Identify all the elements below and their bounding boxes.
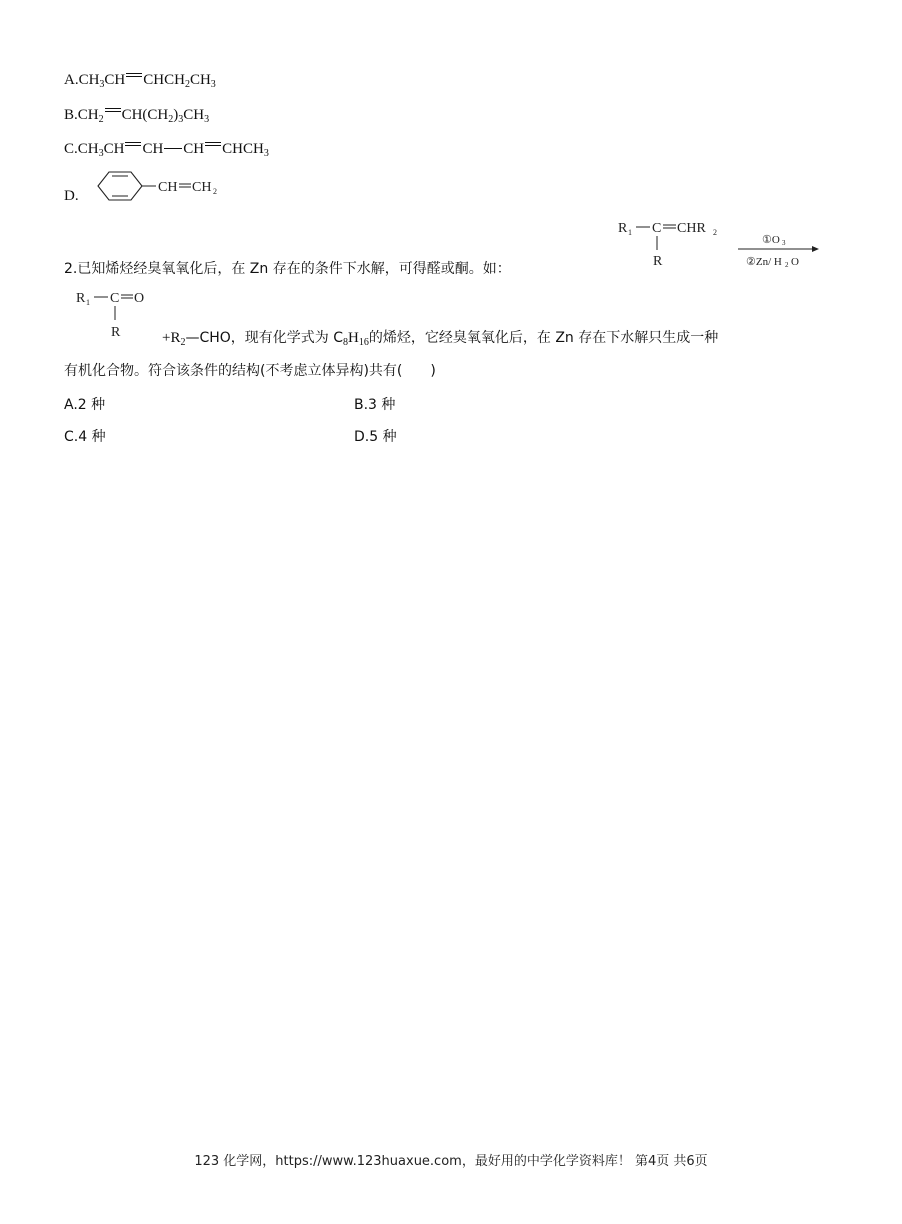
page-footer: 123 化学网，https://www.123huaxue.com，最好用的中学化学资料库！ 第4页 共6页 <box>194 1154 708 1169</box>
option-2b: B.3 种 <box>354 397 396 413</box>
chain-ch2: CH <box>192 180 212 195</box>
r-label: R <box>653 254 663 269</box>
ketone-structure <box>70 284 170 344</box>
chain-ch: CH <box>158 180 178 195</box>
styrene-structure <box>88 168 248 204</box>
question-2-line2: 有机化合物。符合该条件的结构(不考虑立体异构)共有( ) <box>64 363 436 379</box>
condition-2-tail: O <box>791 256 799 268</box>
question-2-body: $+R_2—CHO$，现有化学式为 $C_8H_{16}$的烯烃，它经臭氧氧化后，在 Zn 存在下水解只生成一种 <box>162 330 719 348</box>
option-c: $C.CH_3CH$ CH CH $CHCH_3$ <box>64 141 269 159</box>
r1-sub: 1 <box>86 298 90 307</box>
arrow-head-icon <box>812 246 819 252</box>
option-2c: C.4 种 <box>64 429 106 445</box>
condition-2-sub: 2 <box>785 261 789 269</box>
double-bond <box>124 142 142 152</box>
option-d-label: D. <box>64 188 79 204</box>
chain-ch2-sub: 2 <box>213 187 217 196</box>
r1-label: R <box>618 221 628 236</box>
r1-sub: 1 <box>628 228 632 237</box>
option-a: $A.CH_3CH$ $CHCH_2CH_3$ <box>64 72 216 90</box>
condition-1-sub: 3 <box>782 239 786 247</box>
condition-2: ②Zn/ H <box>746 256 782 268</box>
r1-label: R <box>76 291 86 306</box>
oxygen-label: O <box>134 291 145 306</box>
chr-sub: 2 <box>713 228 717 237</box>
single-bond <box>164 148 182 149</box>
reaction-scheme <box>612 214 832 272</box>
r-label: R <box>111 325 121 340</box>
carbon-label: C <box>652 221 662 236</box>
question-2-lead: 2.已知烯烃经臭氧氧化后，在 Zn 存在的条件下水解，可得醛或酮。如： <box>64 261 511 277</box>
double-bond <box>104 108 122 118</box>
condition-1: ①O <box>762 234 780 246</box>
option-2a: A.2 种 <box>64 397 106 413</box>
option-2d: D.5 种 <box>354 429 397 445</box>
option-b: $B.CH_2$ $CH(CH_2)_3CH_3$ <box>64 107 210 125</box>
double-bond <box>125 73 143 83</box>
chr-label: CHR <box>677 221 706 236</box>
carbon-label: C <box>110 291 120 306</box>
double-bond <box>204 142 222 152</box>
